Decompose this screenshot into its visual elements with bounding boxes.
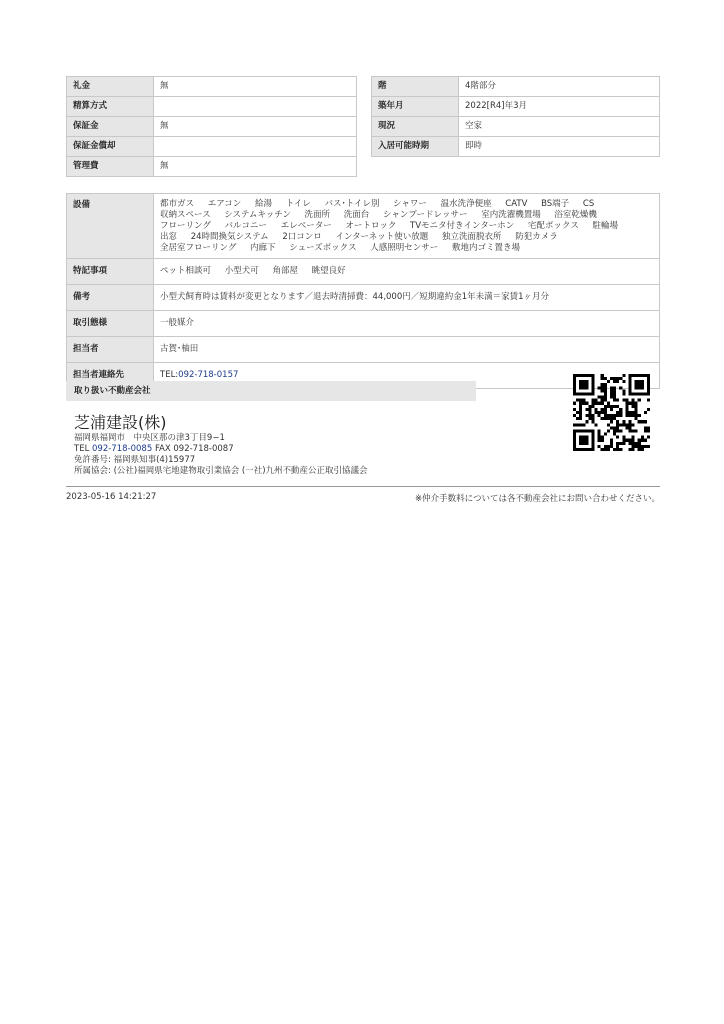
equipment-item: トイレ bbox=[285, 198, 311, 209]
equipment-item: 室内洗濯機置場 bbox=[481, 209, 541, 220]
equipment-item: 独立洗面脱衣所 bbox=[441, 231, 502, 242]
term-right-row bbox=[372, 137, 660, 157]
remarks-label: 備考 bbox=[67, 285, 154, 311]
company-tel-link[interactable]: 092-718-0085 bbox=[92, 444, 153, 454]
equipment-item: バス･トイレ別 bbox=[324, 198, 380, 209]
company-tel-label: TEL bbox=[74, 444, 90, 454]
transaction-value: 一般媒介 bbox=[154, 311, 660, 337]
company-association: 所属協会: (公社)福岡県宅地建物取引業協会 (一社)九州不動産公正取引協議会 bbox=[74, 466, 368, 476]
term-right-label: 階 bbox=[372, 77, 459, 97]
equipment-item: シャワー bbox=[393, 198, 427, 209]
contact-prefix: TEL: bbox=[160, 370, 179, 380]
contact-tel-link[interactable]: 092-718-0157 bbox=[178, 370, 239, 380]
features-list bbox=[154, 259, 660, 285]
term-left-row bbox=[67, 97, 357, 117]
equipment-item: 内廊下 bbox=[250, 242, 276, 253]
feature-item: 小型犬可 bbox=[224, 266, 259, 276]
equipment-item: 全居室フローリング bbox=[160, 242, 237, 253]
term-left-row bbox=[67, 157, 357, 177]
term-left-value bbox=[154, 97, 357, 117]
staff-label: 担当者 bbox=[67, 337, 154, 363]
equipment-item: フローリング bbox=[160, 220, 211, 231]
term-left-row bbox=[67, 77, 357, 97]
term-left-row bbox=[67, 117, 357, 137]
company-address: 福岡県福岡市 中央区那の津3丁目9−1 bbox=[74, 433, 225, 443]
transaction-row bbox=[67, 311, 660, 337]
equipment-list bbox=[154, 194, 660, 259]
features-row bbox=[67, 259, 660, 285]
equipment-item: 都市ガス bbox=[160, 198, 195, 209]
term-left-row bbox=[67, 137, 357, 157]
terms-table-left bbox=[66, 76, 357, 177]
equipment-item: 出窓 bbox=[160, 231, 178, 242]
term-left-value: 無 bbox=[154, 117, 357, 137]
equipment-item: シューズボックス bbox=[289, 242, 357, 253]
equipment-item: インターネット使い放題 bbox=[335, 231, 429, 242]
equipment-item: システムキッチン bbox=[224, 209, 291, 220]
equipment-item: TVモニタ付きインターホン bbox=[410, 220, 515, 231]
transaction-label: 取引態様 bbox=[67, 311, 154, 337]
equipment-item: 洗面所 bbox=[304, 209, 331, 220]
features-label: 特記事項 bbox=[67, 259, 154, 285]
feature-item: 眺望良好 bbox=[311, 266, 346, 276]
equipment-item: 収納スペース bbox=[160, 209, 211, 220]
feature-item: 角部屋 bbox=[272, 266, 298, 276]
equipment-item: 人感照明センサー bbox=[370, 242, 439, 253]
term-right-value: 2022[R4]年3月 bbox=[459, 97, 660, 117]
term-right-value: 即時 bbox=[459, 137, 660, 157]
remarks-row bbox=[67, 285, 660, 311]
equipment-item: バルコニー bbox=[224, 220, 268, 231]
term-right-row bbox=[372, 97, 660, 117]
equipment-item: 防犯カメラ bbox=[515, 231, 558, 242]
company-phone-line bbox=[74, 444, 234, 455]
staff-value: 古賀･柚田 bbox=[154, 337, 660, 363]
term-right-value: 空家 bbox=[459, 117, 660, 137]
equipment-item: オートロック bbox=[345, 220, 397, 231]
term-left-value bbox=[154, 137, 357, 157]
contact-label: 担当者連絡先 bbox=[67, 363, 154, 389]
term-left-value: 無 bbox=[154, 77, 357, 97]
term-right-value: 4階部分 bbox=[459, 77, 660, 97]
equipment-label: 設備 bbox=[67, 194, 154, 259]
term-left-label: 精算方式 bbox=[67, 97, 154, 117]
company-name: 芝浦建設(株) bbox=[74, 413, 167, 432]
equipment-item: 敷地内ゴミ置き場 bbox=[452, 242, 521, 253]
term-right-row bbox=[372, 117, 660, 137]
qr-code-icon bbox=[573, 374, 650, 451]
term-right-label: 築年月 bbox=[372, 97, 459, 117]
equipment-item: CATV bbox=[505, 198, 528, 209]
company-license: 免許番号: 福岡県知事(4)15977 bbox=[74, 455, 196, 465]
staff-row bbox=[67, 337, 660, 363]
equipment-item: 浴室乾燥機 bbox=[554, 209, 597, 220]
equipment-item: 駐輪場 bbox=[592, 220, 619, 231]
equipment-item: エレベーター bbox=[280, 220, 332, 231]
footer-divider bbox=[66, 486, 660, 487]
detail-table bbox=[66, 193, 660, 389]
equipment-item: 洗面台 bbox=[343, 209, 370, 220]
term-left-label: 礼金 bbox=[67, 77, 154, 97]
equipment-item: 温水洗浄便座 bbox=[440, 198, 492, 209]
commission-footnote: ※仲介手数料については各不動産会社にお問い合わせください。 bbox=[415, 494, 660, 504]
equipment-item: 給湯 bbox=[255, 198, 273, 209]
equipment-item: CS bbox=[582, 198, 595, 209]
equipment-item: BS端子 bbox=[541, 198, 570, 209]
term-left-value: 無 bbox=[154, 157, 357, 177]
print-timestamp: 2023-05-16 14:21:27 bbox=[66, 492, 157, 502]
company-section-header: 取り扱い不動産会社 bbox=[66, 381, 476, 401]
term-right-label: 現況 bbox=[372, 117, 459, 137]
equipment-item: 2口コンロ bbox=[282, 231, 322, 242]
company-fax: FAX 092-718-0087 bbox=[154, 444, 234, 454]
equipment-row bbox=[67, 194, 660, 259]
term-left-label: 保証金償却 bbox=[67, 137, 154, 157]
feature-item: ペット相談可 bbox=[160, 266, 212, 276]
term-right-row bbox=[372, 77, 660, 97]
equipment-item: エアコン bbox=[207, 198, 242, 209]
equipment-item: 宅配ボックス bbox=[527, 220, 579, 231]
remarks-value: 小型犬飼育時は賃料が変更となります／退去時清掃費：44,000円／短期違約金1年未満＝家賃1ヶ月分 bbox=[154, 285, 660, 311]
term-left-label: 管理費 bbox=[67, 157, 154, 177]
term-right-label: 入居可能時期 bbox=[372, 137, 459, 157]
equipment-item: シャンプードレッサー bbox=[382, 209, 468, 220]
terms-table-right bbox=[371, 76, 660, 157]
equipment-item: 24時間換気システム bbox=[190, 231, 269, 242]
term-left-label: 保証金 bbox=[67, 117, 154, 137]
